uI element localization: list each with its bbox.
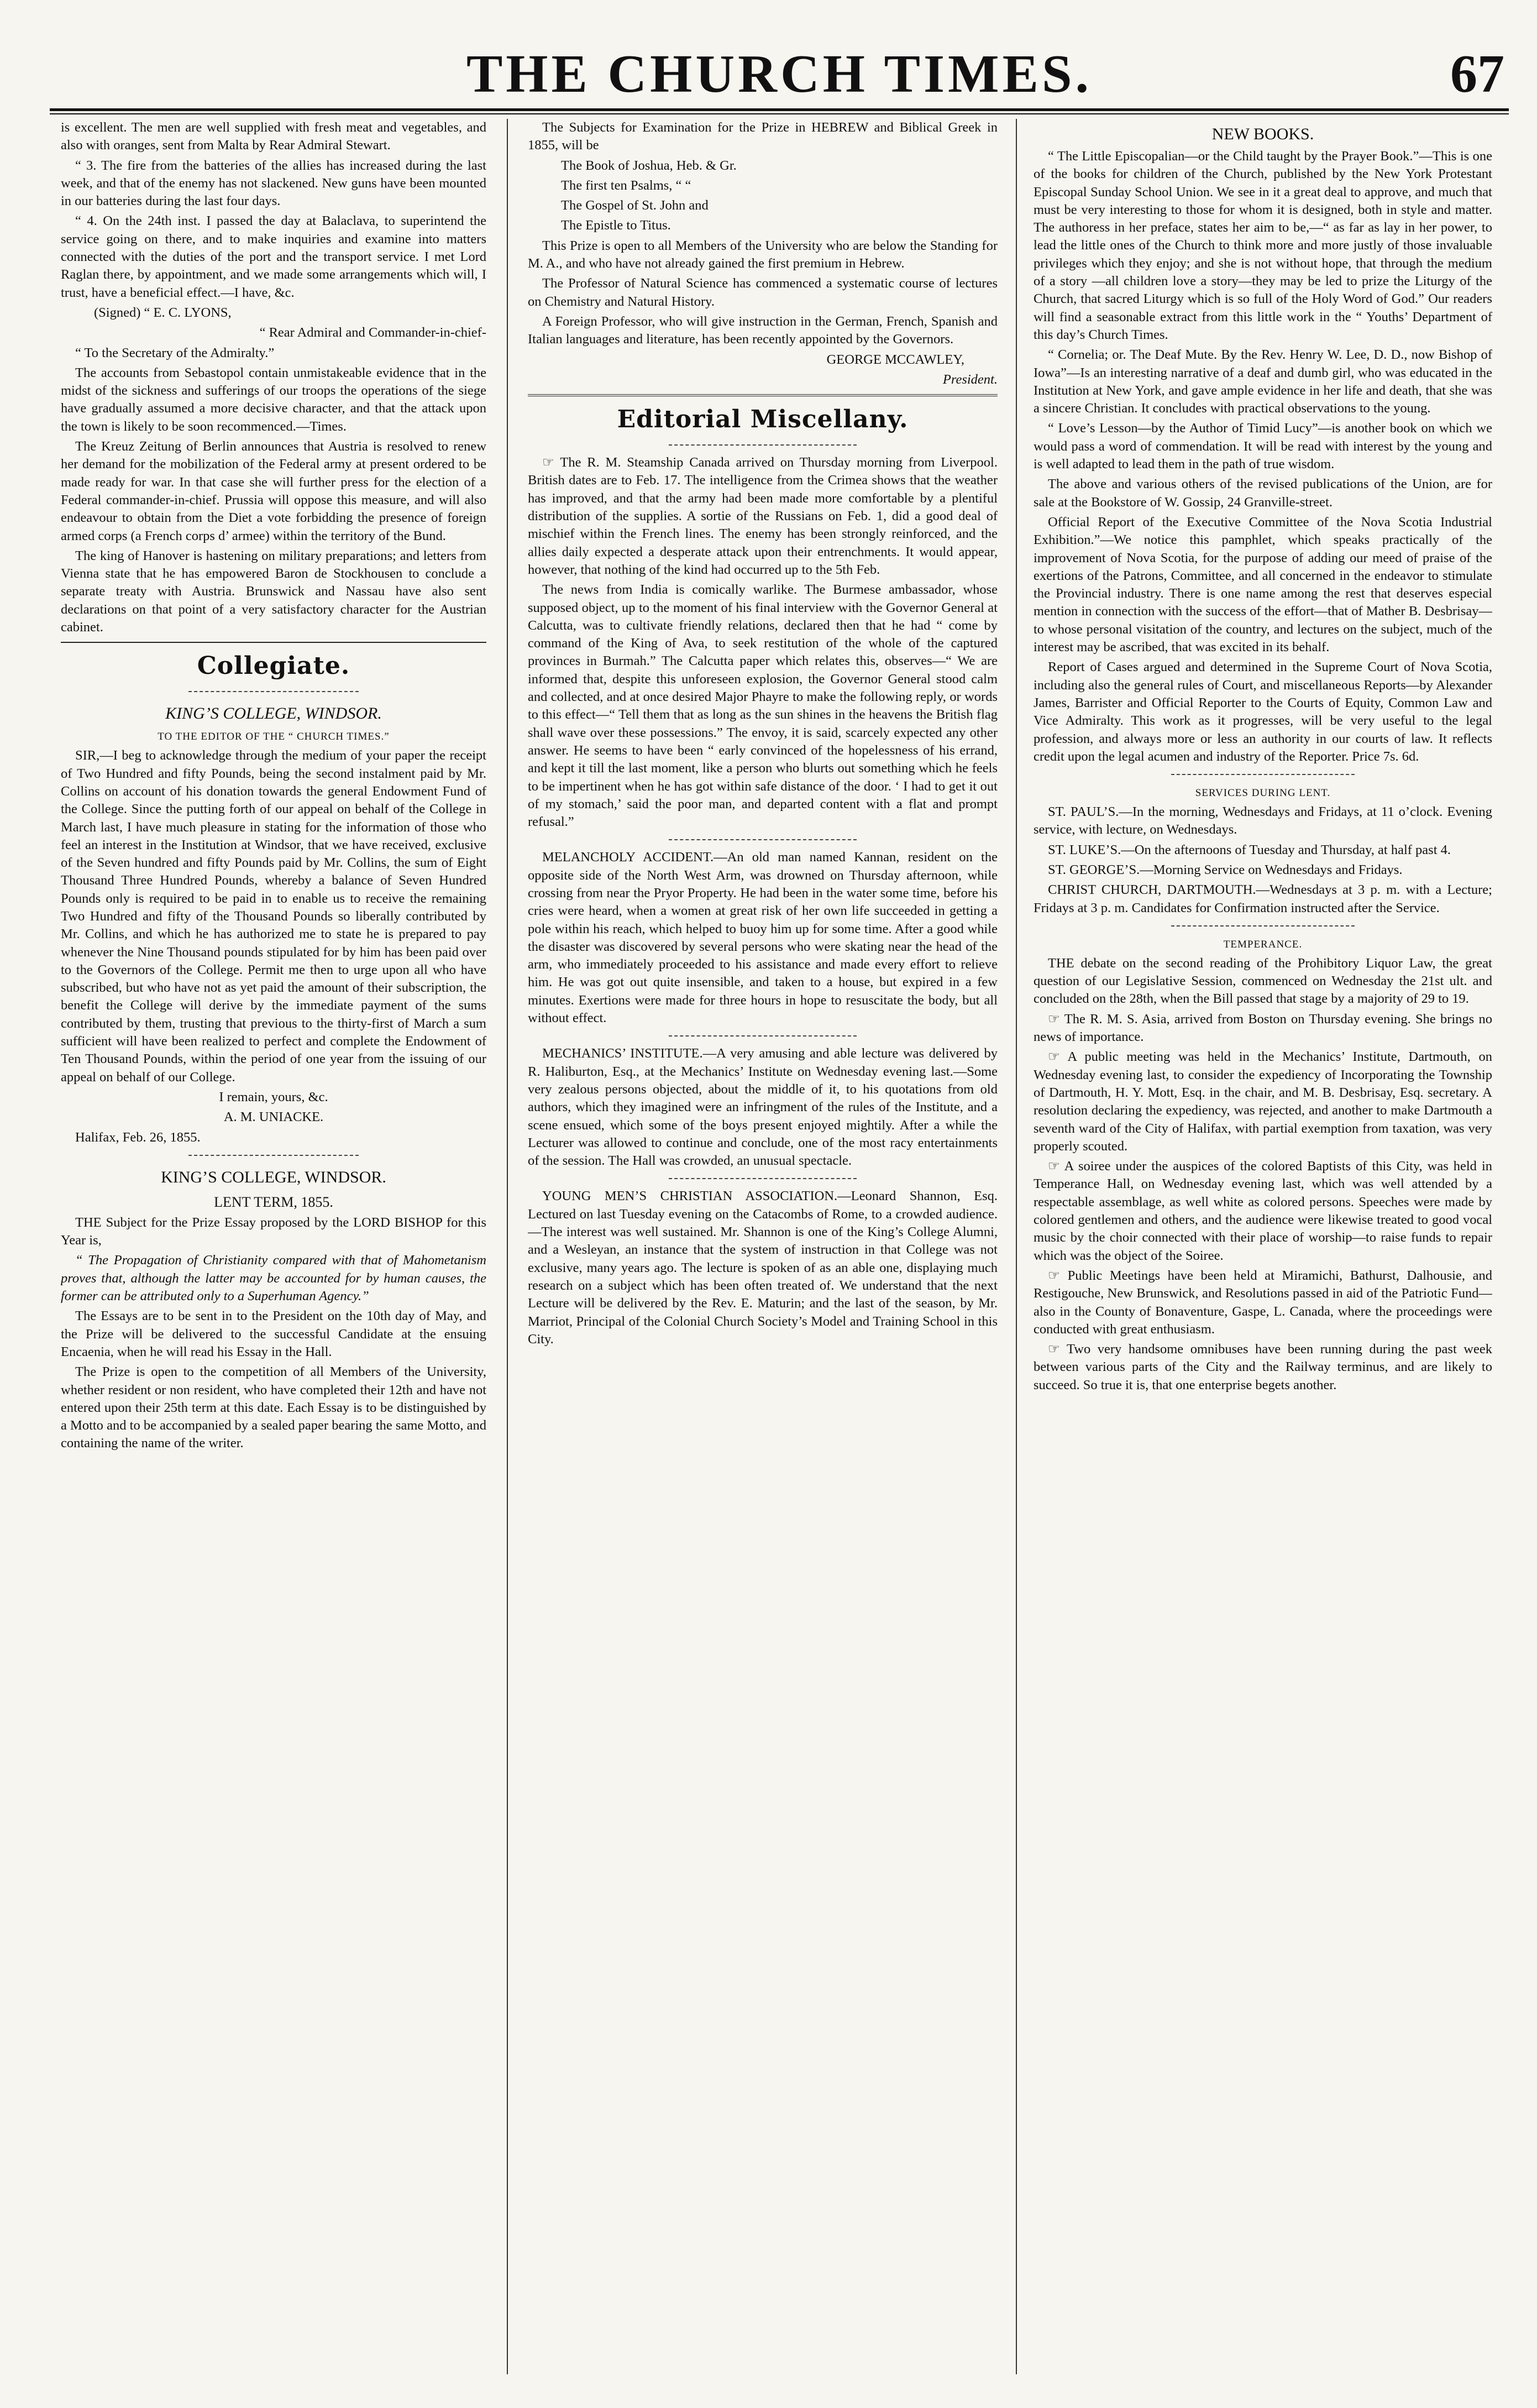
article-paragraph: YOUNG MEN’S CHRISTIAN ASSOCIATION.—Leonard Shannon, Esq. Lectured on last Tuesday evening on the Catacombs of Rome, to a crowded audience.—The interest was well sustained. Mr. Shannon is one of the King’s College Alumni, and a Wesleyan, an instance that the system of instruction in that College was not exclusive, many years ago. The lecture is spoken of as an able one, displaying much research on a subject which has been often treated of. We understand that the next Lecture will be delivered by the Rev. E. Maturin; and the last of the season, by Mr. Marriot, Principal of the Colonial Church Society’s Model and Training School in this City.	[528, 1189, 998, 1347]
column-2	[528, 119, 998, 2374]
letter-closing: I remain, yours, &c.	[219, 1089, 328, 1104]
article-paragraph: ☞ The R. M. Steamship Canada arrived on Thursday morning from Liverpool. British dates are to Feb. 17. The intelligence from the Crimea shows that the weather has improved, and that the army had been made more comfortable by a plentiful distribution of the supplies. A sortie of the Russians on Feb. 1, did a good deal of mischief within the French lines. The enemy has been strongly reinforced, and the allies daily expected a desperate attack upon their entrenchments. It would appear, however, that nothing of the kind had occurred up to the 5th Feb.	[528, 455, 998, 577]
ornamental-separator	[1034, 919, 1492, 933]
article-paragraph: THE Subject for the Prize Essay proposed by the LORD BISHOP for this Year is,	[61, 1215, 486, 1248]
section-rule	[528, 394, 998, 396]
article-paragraph: ☞ Public Meetings have been held at Miramichi, Bathurst, Dalhousie, and Restigouche, New Brunswick, and Resolutions passed in aid of the Patriotic Fund—also in the County of Bonaventure, Gaspe, L. Canada, where the proceedings were conducted with great enthusiasm.	[1034, 1268, 1492, 1337]
article-paragraph: ☞ The R. M. S. Asia, arrived from Boston on Thursday evening. She brings no news of importance.	[1034, 1011, 1492, 1045]
article-paragraph: THE debate on the second reading of the Prohibitory Liquor Law, the great question of our Legislative Session, commenced on Wednesday the 21st ult. and concluded on the 28th, when the Bill passed that stage by a majority of 29 to 19.	[1034, 955, 1492, 1007]
service-listing: ST. GEORGE’S.—Morning Service on Wednesdays and Fridays.	[1048, 862, 1403, 877]
service-listing: ST. PAUL’S.—In the morning, Wednesdays and Fridays, at 11 o’clock. Evening service, with lecture, on Wednesdays.	[1034, 804, 1492, 837]
masthead-rule-thin	[50, 113, 1509, 114]
column-1	[61, 119, 486, 2374]
page-number: 67	[1450, 44, 1504, 104]
article-paragraph: The Subjects for Examination for the Prize in HEBREW and Biblical Greek in 1855, will be	[528, 120, 998, 153]
article-paragraph: The Kreuz Zeitung of Berlin announces that Austria is resolved to renew her demand for the mobilization of the Federal army at present ordered to be made ready for war. In that case she will further press for the election of a Federal commander-in-chief. Prussia will oppose this measure, and will also endeavour to obtain from the Diet a vote forbidding the presence of foreign armed corps (a French corps d’ armee) within the territory of the Bund.	[61, 439, 486, 543]
article-paragraph: ☞ A soiree under the auspices of the colored Baptists of this City, was held in Temperance Hall, on Wednesday evening last, which was well attended by a respectable assemblage, as well white as colored persons. Speeches were made by colored gentlemen and others, and the audience were likewise treated to good vocal music by the choir connected with their place of worship—to raise funds to repair which was the object of the Soiree.	[1034, 1159, 1492, 1263]
letter-date: Halifax, Feb. 26, 1855.	[75, 1129, 201, 1145]
book-review: “ Love’s Lesson—by the Author of Timid Lucy”—is another book on which we would pass a word of commendation. It will be read with interest by the young and is well adapted to lead them in the path of true wisdom.	[1034, 421, 1492, 472]
term-heading: LENT TERM, 1855.	[214, 1193, 333, 1210]
column-divider-2	[1016, 119, 1017, 2374]
service-listing: ST. LUKE’S.—On the afternoons of Tuesday and Thursday, at half past 4.	[1048, 842, 1451, 857]
signature-title: “ Rear Admiral and Commander-in-chief-	[259, 325, 486, 341]
section-heading-new-books: NEW BOOKS.	[1211, 125, 1314, 143]
signed-line: (Signed) “ E. C. LYONS,	[94, 305, 232, 320]
masthead-rule	[50, 108, 1509, 111]
exam-subject-item: The Epistle to Titus.	[561, 218, 671, 233]
exam-subject-item: The first ten Psalms, “ “	[561, 177, 691, 193]
letter-body: SIR,—I beg to acknowledge through the medium of your paper the receipt of Two Hundred and fifty Pounds, being the second instalment paid by Mr. Collins on account of his donation towards the general Endowment Fund of the College. Since the putting forth of our appeal on behalf of the College in March last, I have much pleasure in stating for the information of those who feel an interest in the Institution at Windsor, that we have received, exclusive of the Seven hundred and fifty Pounds paid by Mr. Collins, the sum of Eight Thousand Three Hundred Pounds, whereby a balance of Seven Hundred Pounds only is required to be paid in to enable us to receive the remaining Two Hundred and fifty of the Thousand Pounds so liberally contributed by Mr. Collins, and which he has authorized me to state he is prepared to pay whenever the Nine Thousand pounds stipulated for by him has been paid over to the Governors of the College. Permit me then to urge upon all who have subscribed, but who have not as yet paid the amount of their subscription, the benefit the College will derive by the immediate payment of the sums contributed by them, trusting that previous to the thirty-first of March a sum sufficient will have been realized to perfect and complete the Endowment of Ten Thousand Pounds, within the period of one year from the issuing of our appeal on behalf of our College.	[61, 748, 486, 1085]
ornamental-separator	[61, 685, 486, 698]
article-paragraph: The accounts from Sebastopol contain unmistakeable evidence that in the midst of the sickness and sufferings of our troops the operations of the siege have gradually assumed a more decisive character, and that the attack upon the town is likely to be soon recommenced.—Times.	[61, 365, 486, 434]
article-heading: KING’S COLLEGE, WINDSOR.	[165, 704, 382, 723]
editor-line: TO THE EDITOR OF THE “ CHURCH TIMES.”	[158, 731, 390, 743]
exam-subject-item: The Gospel of St. John and	[561, 198, 709, 213]
section-heading-collegiate: Collegiate.	[197, 652, 350, 680]
book-review: “ Cornelia; or. The Deaf Mute. By the Rev. Henry W. Lee, D. D., now Bishop of Iowa”—Is an interesting narrative of a deaf and dumb girl, who was educated in the Institution at New York, and gave ample evidence in her life and death, that she was a sincere Christian. It concludes with practical observations to the young.	[1034, 347, 1492, 416]
ornamental-separator	[1034, 768, 1492, 781]
newspaper-title: THE CHURCH TIMES.	[466, 44, 1093, 104]
article-paragraph: ☞ Two very handsome omnibuses have been running during the past week between various parts of the City and the Railway terminus, and are likely to succeed. So true it is, that one enterprise begets another.	[1034, 1342, 1492, 1393]
book-review: Official Report of the Executive Committee of the Nova Scotia Industrial Exhibition.”—We notice this pamphlet, which speaks practically of the improvement of Nova Scotia, for the purpose of adding our meed of praise of the exertions of the Patrons, Committee, and all concerned in the endeavor to stimulate the Provincial industry. There is one name among the rest that deserves especial mention in connection with the success of the effort—that of Mather B. Desbrisay—to whose personal visitation of the country, and lectures on the subject, much of the interest may be ascribed, that was excited in its behalf.	[1034, 514, 1492, 655]
masthead	[50, 39, 1509, 111]
article-paragraph: “ 4. On the 24th inst. I passed the day at Balaclava, to superintend the service going on there, and to make inquiries and examine into matters connected with the duties of the port and the transport service. I met Lord Raglan there, by appointment, and we made some arrangements which will, I trust, have a beneficial effect.—I have, &c.	[61, 213, 486, 300]
section-heading-temperance: TEMPERANCE.	[1223, 938, 1303, 950]
section-heading-services: SERVICES DURING LENT.	[1195, 787, 1331, 799]
book-review: Report of Cases argued and determined in the Supreme Court of Nova Scotia, including also the general rules of Court, and miscellaneous Reports—by Alexander James, Barrister and Official Reporter to the Courts of Equity, Common Law and Vice Admiralty. This work as it progresses, will be very useful to the legal profession, and always more or less an authority in our courts of law. It reflects credit upon the legal acumen and industry of the Reporter. Price 7s. 6d.	[1034, 659, 1492, 764]
article-paragraph: ☞ A public meeting was held in the Mechanics’ Institute, Dartmouth, on Wednesday evening last, to consider the expediency of Incorporating the Township of Dartmouth, H. Y. Mott, Esq. in the chair, and M. B. Desbrisay, Esq. secretary. A resolution declaring the expediency, was rejected, and another to make Dartmouth a seventh ward of the City of Halifax, with partial exemption from taxation, was very properly scouted.	[1034, 1049, 1492, 1154]
section-heading-editorial: Editorial Miscellany.	[617, 405, 909, 434]
book-review: “ The Little Episcopalian—or the Child taught by the Prayer Book.”—This is one of the books for children of the Church, published by the New York Protestant Episcopal Sunday School Union. We see in it a great deal to approve, and much that must be very interesting to those for whom it is designed, both in style and matter. The authoress in her preface, states her aim to be,—“ as far as lay in her power, to lead the little ones of the Church to think more and more justly of those invaluable privileges which they enjoy; and she is not without hope, that through the medium of a story —all children love a story—they may be led to prize the Liturgy of the Church, that sacred Liturgy which is so full of the Holy Word of God.” Our readers will find a seasonable extract from this little work in the “ Youths’ Department of this day’s Church Times.	[1034, 149, 1492, 342]
article-paragraph: MECHANICS’ INSTITUTE.—A very amusing and able lecture was delivered by R. Haliburton, Esq., at the Mechanics’ Institute on Wednesday evening last.—Some very zealous persons objected, about the middle of it, to his quotations from old authors, which they imagined were an infringment of the rules of the Institute, and a scene ensued, which some of the boys present enjoyed mightily. After a while the Lecturer was allowed to continue and conclude, one of the most racy entertainments of the session. The Hall was crowded, an unusual spectacle.	[528, 1046, 998, 1169]
letter-signature: A. M. UNIACKE.	[223, 1109, 324, 1125]
signature-title: President.	[942, 371, 998, 387]
service-listing: CHRIST CHURCH, DARTMOUTH.—Wednesdays at 3 p. m. with a Lecture; Fridays at 3 p. m. Candidates for Confirmation instructed after the Service.	[1034, 882, 1492, 915]
column-divider-1	[507, 119, 508, 2374]
article-paragraph: The news from India is comically warlike. The Burmese ambassador, whose supposed object, up to the moment of his final interview with the Governor General at Calcutta, was to cultivate friendly relations, declared then that he had “ come by command of the King of Ava, to seek restitution of the whole of the captured provinces in Burmah.” The Calcutta paper which relates this, observes—“ We are informed that, despite this unforeseen explosion, the Governor General stood calm and collected, and at once desired Major Phayre to make the following reply, or words to this effect—“ Tell them that as long as the sun shines in the heavens the British flag shall wave over these possessions.” The envoy, it is said, scarcely expected any other answer. He seems to have been “ early convinced of the hopelessness of his errand, and kept it till the last moment, like a person who blurts out something which he feels to be impertinent when he has got within safe distance of the door. ‘ I had to get it out of my stomach,’ said the poor man, and departed content with a flat and prompt refusal.”	[528, 582, 998, 830]
article-paragraph: “ 3. The fire from the batteries of the allies has increased during the last week, and that of the enemy has not slackened. New guns have been mounted in our batteries during the last four days.	[61, 158, 486, 209]
article-paragraph: This Prize is open to all Members of the University who are below the Standing for M. A., and who have not already gained the first premium in Hebrew.	[528, 238, 998, 271]
article-paragraph: The Essays are to be sent in to the President on the 10th day of May, and the Prize will be delivered to the successful Candidate at the ensuing Encaenia, when he will read his Essay in the Hall.	[61, 1308, 486, 1359]
article-paragraph: The above and various others of the revised publications of the Union, are for sale at the Bookstore of W. Gossip, 24 Granville-street.	[1034, 477, 1492, 510]
article-paragraph: The king of Hanover is hastening on military preparations; and letters from Vienna state that he has empowered Baron de Stockhousen to conclude a separate treaty with Austria. Brunswick and Nassau have also sent declarations on that point of a very satisfactory character for the Austrian cabinet.	[61, 548, 486, 635]
article-paragraph: A Foreign Professor, who will give instruction in the German, French, Spanish and Italian languages and literature, has been recently appointed by the Governors.	[528, 313, 998, 347]
signature-name: GEORGE MCCAWLEY,	[826, 352, 964, 367]
essay-subject-quote: “ The Propagation of Christianity compared with that of Mahometanism proves that, although the latter may be accounted for by human causes, the former can be attributed only to a Superhuman Agency.”	[61, 1253, 486, 1304]
article-paragraph: MELANCHOLY ACCIDENT.—An old man named Kannan, resident on the opposite side of the North West Arm, was drowned on Thursday afternoon, while crossing from near the Pryor Property. He had been in the water some time, before his cries were heard, when a women at great risk of her own life succeeded in getting a pole within his reach, which helped to buoy him up for some time. After a good while the disaster was discovered by several persons who were skating near the head of the arm, who immediately proceeded to his assistance and made every effort to relieve him. He was got out quite insensible, and taken to a house, but expired in a few minutes. Exertions were made for three hours in hope to resuscitate the body, but all without effect.	[528, 850, 998, 1026]
article-paragraph: is excellent. The men are well supplied with fresh meat and vegetables, and also with oranges, sent from Malta by Rear Admiral Stewart.	[61, 120, 486, 153]
ornamental-separator	[528, 438, 998, 452]
addressee: “ To the Secretary of the Admiralty.”	[75, 345, 275, 360]
section-rule	[61, 642, 486, 643]
ornamental-separator	[61, 1149, 486, 1162]
article-heading: KING’S COLLEGE, WINDSOR.	[161, 1168, 386, 1186]
article-paragraph: The Professor of Natural Science has commenced a systematic course of lectures on Chemistry and Natural History.	[528, 276, 998, 309]
exam-subject-item: The Book of Joshua, Heb. & Gr.	[561, 158, 737, 173]
ornamental-separator	[528, 1029, 998, 1043]
ornamental-separator	[528, 1172, 998, 1185]
article-paragraph: The Prize is open to the competition of all Members of the University, whether resident or non resident, who have completed their 12th and have not entered upon their 25th term at this date. Each Essay is to be distinguished by a Motto and to be accompanied by a sealed paper bearing the same Motto, and containing the name of the writer.	[61, 1364, 486, 1451]
ornamental-separator	[528, 833, 998, 846]
column-3	[1034, 119, 1492, 2374]
